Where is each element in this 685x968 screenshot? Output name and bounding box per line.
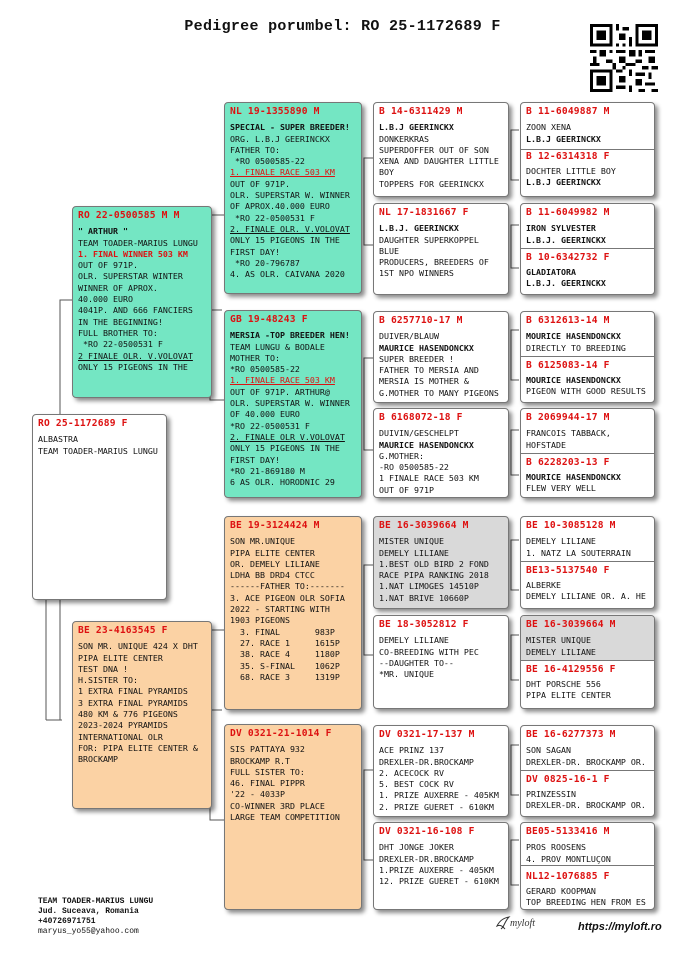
gp-line: PIPA ELITE CENTER <box>230 547 315 558</box>
ggp-line: 1. PRIZE AUXERRE - 405KM <box>379 790 499 801</box>
gp-line: BROCKAMP R.T <box>230 755 290 766</box>
gggp-line: SON SAGAN <box>526 745 571 756</box>
dam-line: BROCKAMP <box>78 754 118 765</box>
ggp-line: 1ST NPO WINNERS <box>379 268 454 279</box>
dam-line: H.SISTER TO: <box>78 675 138 686</box>
gggp-line: FLEW VERY WELL <box>526 483 596 494</box>
ggp-line: RACE PIPA RANKING 2018 <box>379 570 489 581</box>
ggp-line: --DAUGHTER TO-- <box>379 657 454 668</box>
gggp-ring: B 6228203-13 F <box>526 456 610 468</box>
gp-line: 1. FINALE RACE 503 KM <box>230 375 335 386</box>
ggp-line: 1.NAT BRIVE 10660P <box>379 592 469 603</box>
subject-ring: RO 25-1172689 F <box>38 418 128 429</box>
ggp-line: ACE PRINZ 137 <box>379 745 444 756</box>
gp-line: MERSIA -TOP BREEDER HEN! <box>230 330 350 341</box>
gp-line: OR. DEMELY LILIANE <box>230 558 320 569</box>
ggp-line: DEMELY LILIANE <box>379 547 449 558</box>
ggp-ring: NL 17-1831667 F <box>379 207 469 218</box>
ggp-line: 1.NAT LIMOGES 14510P <box>379 581 479 592</box>
ggp-line: BOY <box>379 167 394 178</box>
brand-logo-text: myloft <box>510 918 535 929</box>
gggp-line: GERARD KOOPMAN <box>526 886 596 897</box>
dam-card[interactable] <box>72 621 212 809</box>
gp-line: FULL SISTER TO: <box>230 766 305 777</box>
gp-line: ------FATHER TO:------- <box>230 581 345 592</box>
dam-line: 2023-2024 PYRAMIDS <box>78 720 168 731</box>
gp-line: 38. RACE 4 1180P <box>230 649 340 660</box>
gggp-ring: B 2069944-17 M <box>526 412 610 423</box>
gggp-line: MOURICE HASENDONCKX <box>526 375 621 386</box>
gp-line: ONLY 15 PIGEONS IN THE <box>230 235 340 246</box>
gggp-line: 1. NATZ LA SOUTERRAIN <box>526 547 631 558</box>
ggp-line: PRODUCERS, BREEDERS OF <box>379 257 489 268</box>
gggp-line: L.B.J. GEERINCKX <box>526 278 606 289</box>
ggp-line: 2. ACECOCK RV <box>379 767 444 778</box>
gp-line: OUT OF 971P. <box>230 178 290 189</box>
subject-line: ALBASTRA <box>38 434 78 445</box>
gggp-line: L.B.J GEERINCKX <box>526 177 601 188</box>
ggp-line: SUPERDOFFER OUT OF SON <box>379 144 489 155</box>
grandparent-card-sire-sire[interactable] <box>224 102 362 294</box>
ggp-line: G.MOTHER TO MANY PIGEONS <box>379 387 499 398</box>
ggp-line: 5. BEST COCK RV <box>379 779 454 790</box>
ggp-line: *MR. UNIQUE <box>379 669 434 680</box>
ggp-line: DONKERKRAS <box>379 133 429 144</box>
gggp-pair-card[interactable] <box>520 615 655 709</box>
divider <box>521 865 654 866</box>
gggp-line: DIRECTLY TO BREEDING <box>526 342 626 353</box>
subject-card[interactable] <box>32 414 167 600</box>
great-grandparent-card[interactable] <box>373 311 509 403</box>
ggp-line: 12. PRIZE GUERET - 610KM <box>379 876 499 887</box>
gggp-line: DOCHTER LITTLE BOY <box>526 166 616 177</box>
gggp-ring: BE05-5133416 M <box>526 826 610 837</box>
sire-line: FULL BROTHER TO: <box>78 327 158 338</box>
ggp-line: DEMELY LILIANE <box>379 635 449 646</box>
sire-line: " ARTHUR " <box>78 226 128 237</box>
phone[interactable]: +40726971751 <box>38 917 96 926</box>
sire-line: OLR. SUPERSTAR WINTER <box>78 271 183 282</box>
gggp-line: MISTER UNIQUE <box>526 635 591 646</box>
gggp-line: HOFSTADE <box>526 439 566 450</box>
ggp-line: MISTER UNIQUE <box>379 536 444 547</box>
gp-line: 2. FINALE OLR V.VOLOVAT <box>230 431 345 442</box>
gp-line: *RO 22-0500531 F <box>230 420 310 431</box>
gp-line: OF APROX.40.000 EURO <box>230 201 330 212</box>
gp-line: ONLY 15 PIGEONS IN THE <box>230 443 340 454</box>
ggp-line: OUT OF 971P <box>379 484 434 495</box>
ggp-ring: B 6168072-18 F <box>379 412 463 423</box>
gggp-pair-card[interactable] <box>520 822 655 910</box>
gp-line: LDHA BB DRD4 CTCC <box>230 570 315 581</box>
gggp-line: ZOON XENA <box>526 122 571 133</box>
gp-line: *RO 22-0500531 F <box>230 212 315 223</box>
divider <box>521 149 654 150</box>
gp-line: 6 AS OLR. HORODNIC 29 <box>230 477 335 488</box>
team-name: TEAM TOADER-MARIUS LUNGU <box>38 897 154 906</box>
gp-line: 68. RACE 3 1319P <box>230 671 340 682</box>
gp-line: 27. RACE 1 1615P <box>230 637 340 648</box>
dam-line: FOR: PIPA ELITE CENTER & <box>78 742 198 753</box>
gggp-ring: B 6312613-14 M <box>526 315 610 326</box>
gp-line: OF 40.000 EURO <box>230 409 300 420</box>
gggp-line: DEMELY LILIANE <box>526 536 596 547</box>
ggp-line: MERSIA IS MOTHER & <box>379 376 469 387</box>
dam-line: PIPA ELITE CENTER <box>78 652 163 663</box>
gp-line: CO-WINNER 3RD PLACE <box>230 800 325 811</box>
ggp-line: -RO 0500585-22 <box>379 462 449 473</box>
sire-line: 1. FINAL WINNER 503 KM <box>78 248 188 259</box>
gp-line: '22 - 4033P <box>230 789 285 800</box>
ggp-line: MAURICE HASENDONCKX <box>379 342 474 353</box>
sire-line: OUT OF 971P. <box>78 260 138 271</box>
gggp-line: FRANCOIS TABBACK, <box>526 428 611 439</box>
sire-line: 2 FINALE OLR. V.VOLOVAT <box>78 350 193 361</box>
gp-line: TEAM LUNGU & BODALE <box>230 341 325 352</box>
gggp-line: L.B.J. GEERINCKX <box>526 234 606 245</box>
gggp-ring: DV 0825-16-1 F <box>526 773 610 785</box>
ggp-line: DREXLER-DR.BROCKAMP <box>379 853 474 864</box>
ggp-ring: DV 0321-17-137 M <box>379 729 475 740</box>
sire-ring: RO 22-0500585 M M <box>78 210 180 221</box>
great-grandparent-card[interactable] <box>373 203 509 295</box>
ggp-line: 2. PRIZE GUERET - 610KM <box>379 801 494 812</box>
ggp-line: BLUE <box>379 245 399 256</box>
gggp-pair-card[interactable] <box>520 725 655 817</box>
sire-line: *RO 22-0500531 F <box>78 339 163 350</box>
gggp-line: 4. PROV MONTLUÇON <box>526 853 611 864</box>
gggp-ring: B 11-6049887 M <box>526 106 610 117</box>
gp-line: *RO 0500585-22 <box>230 156 305 167</box>
gggp-pair-card[interactable] <box>520 102 655 197</box>
great-grandparent-card[interactable] <box>373 408 509 498</box>
gggp-line: MOURICE HASENDONCKX <box>526 331 621 342</box>
gggp-line: ALBERKE <box>526 580 561 591</box>
pigeon-logo-icon <box>495 914 511 930</box>
gggp-ring: B 11-6049982 M <box>526 207 610 218</box>
gp-line: *RO 20-796787 <box>230 257 300 268</box>
gggp-ring: BE 16-3039664 M <box>526 619 616 630</box>
county: Jud. Suceava, Romania <box>38 907 139 916</box>
ggp-line: DUIVER/BLAUW <box>379 331 439 342</box>
gggp-ring: NL12-1076885 F <box>526 870 610 882</box>
dam-line: INTERNATIONAL OLR <box>78 731 163 742</box>
great-grandparent-card[interactable] <box>373 725 509 817</box>
owner-contact <box>38 897 153 937</box>
ggp-ring: B 14-6311429 M <box>379 106 463 117</box>
gggp-pair-card[interactable] <box>520 203 655 295</box>
gggp-line: DEMELY LILIANE <box>526 646 596 657</box>
gggp-line: PIGEON WITH GOOD RESULTS <box>526 386 646 397</box>
sire-line: WINNER OF APROX. <box>78 282 158 293</box>
gggp-ring: BE 16-4129556 F <box>526 663 616 675</box>
ggp-line: XENA AND DAUGHTER LITTLE <box>379 156 499 167</box>
gggp-line: DEMELY LILIANE OR. A. HE <box>526 591 646 602</box>
divider <box>521 356 654 357</box>
gggp-line: PROS ROOSENS <box>526 842 586 853</box>
gp-line: ORG. L.B.J GEERINCKX <box>230 133 330 144</box>
gp-line: *RO 0500585-22 <box>230 364 300 375</box>
sire-line: 4041P. AND 666 FANCIERS <box>78 305 193 316</box>
gp-line: SPECIAL - SUPER BREEDER! <box>230 122 350 133</box>
ggp-ring: B 6257710-17 M <box>379 315 463 326</box>
gggp-pair-card[interactable] <box>520 408 655 498</box>
gp-line: 3. ACE PIGEON OLR SOFIA <box>230 592 345 603</box>
gggp-line: TOP BREEDING HEN FROM ES <box>526 897 646 908</box>
great-grandparent-card[interactable] <box>373 822 509 910</box>
gggp-line: PIPA ELITE CENTER <box>526 690 611 701</box>
ggp-line: 1.PRIZE AUXERRE - 405KM <box>379 864 494 875</box>
gggp-line: DREXLER-DR. BROCKAMP OR. <box>526 756 646 767</box>
gp-line: LARGE TEAM COMPETITION <box>230 812 340 823</box>
gp-line: 46. FINAL PIPPR <box>230 778 305 789</box>
gp-line: 1903 PIGEONS <box>230 615 290 626</box>
page-title: Pedigree porumbel: RO 25-1172689 F <box>184 18 501 35</box>
ggp-line: G.MOTHER: <box>379 450 424 461</box>
gp-line: 3. FINAL 983P <box>230 626 335 637</box>
ggp-line: L.B.J. GEERINCKX <box>379 223 459 234</box>
ggp-line: DUIVIN/GESCHELPT <box>379 428 459 439</box>
ggp-line: L.B.J GEERINCKX <box>379 122 454 133</box>
website-link[interactable]: https://myloft.ro <box>578 921 662 933</box>
gp-ring: NL 19-1355890 M <box>230 106 320 117</box>
ggp-line: DHT JONGE JOKER <box>379 842 454 853</box>
gp-line: 35. S-FINAL 1062P <box>230 660 340 671</box>
gp-ring: GB 19-48243 F <box>230 314 308 325</box>
ggp-line: 1.BEST OLD BIRD 2 FOND <box>379 558 489 569</box>
ggp-ring: BE 18-3052812 F <box>379 619 469 630</box>
sire-line: 40.000 EURO <box>78 294 133 305</box>
gggp-ring: BE 10-3085128 M <box>526 520 616 531</box>
divider <box>521 770 654 771</box>
gp-line: FIRST DAY! <box>230 454 280 465</box>
gggp-line: MOURICE HASENDONCKX <box>526 472 621 483</box>
email[interactable]: maryus_yo55@yahoo.com <box>38 927 139 936</box>
gggp-ring: BE13-5137540 F <box>526 564 610 576</box>
gggp-line: L.B.J GEERINCKX <box>526 133 601 144</box>
ggp-line: SUPER BREEDER ! <box>379 353 454 364</box>
dam-line: TEST DNA ! <box>78 663 128 674</box>
gp-line: 4. AS OLR. CAIVANA 2020 <box>230 269 345 280</box>
gggp-ring: B 12-6314318 F <box>526 150 610 162</box>
gp-line: OLR. SUPERSTAR W. WINNER <box>230 398 350 409</box>
ggp-line: MAURICE HASENDONCKX <box>379 439 474 450</box>
gggp-line: IRON SYLVESTER <box>526 223 596 234</box>
sire-line: TEAM TOADER-MARIUS LUNGU <box>78 237 198 248</box>
gp-line: 2022 - STARTING WITH <box>230 604 330 615</box>
ggp-line: 1 FINALE RACE 503 KM <box>379 473 479 484</box>
gp-line: MOTHER TO: <box>230 352 280 363</box>
grandparent-card-sire-dam[interactable] <box>224 310 362 498</box>
sire-line: ONLY 15 PIGEONS IN THE <box>78 361 188 372</box>
gggp-ring: BE 16-6277373 M <box>526 729 616 740</box>
great-grandparent-card[interactable] <box>373 516 509 609</box>
dam-line: 480 KM & 776 PIGEONS <box>78 709 178 720</box>
great-grandparent-card[interactable] <box>373 615 509 709</box>
dam-ring: BE 23-4163545 F <box>78 625 168 636</box>
ggp-ring: DV 0321-16-108 F <box>379 826 475 837</box>
gp-line: OLR. SUPERSTAR W. WINNER <box>230 190 350 201</box>
gp-line: *RO 21-869180 M <box>230 465 305 476</box>
dam-line: 1 EXTRA FINAL PYRAMIDS <box>78 686 188 697</box>
gggp-line: DHT PORSCHE 556 <box>526 679 601 690</box>
ggp-line: DREXLER-DR.BROCKAMP <box>379 756 474 767</box>
gggp-line: PRINZESSIN <box>526 789 576 800</box>
gp-ring: BE 19-3124424 M <box>230 520 320 531</box>
divider <box>521 660 654 661</box>
gggp-ring: B 10-6342732 F <box>526 251 610 263</box>
great-grandparent-card[interactable] <box>373 102 509 197</box>
grandparent-card-dam-sire[interactable] <box>224 516 362 710</box>
gggp-pair-card[interactable] <box>520 516 655 609</box>
sire-line: IN THE BEGINNING! <box>78 316 163 327</box>
subject-line: TEAM TOADER-MARIUS LUNGU <box>38 445 158 456</box>
gp-line: FATHER TO: <box>230 144 280 155</box>
gp-line: SIS PATTAYA 932 <box>230 744 305 755</box>
gp-line: SON MR.UNIQUE <box>230 536 295 547</box>
gp-line: FIRST DAY! <box>230 246 280 257</box>
gggp-line: DREXLER-DR. BROCKAMP OR. <box>526 800 646 811</box>
grandparent-card-dam-dam[interactable] <box>224 724 362 910</box>
ggp-line: TOPPERS FOR GEERINCKX <box>379 178 484 189</box>
gp-line: 2. FINALE OLR. V.VOLOVAT <box>230 223 350 234</box>
ggp-line: FATHER TO MERSIA AND <box>379 365 479 376</box>
gggp-ring: B 6125083-14 F <box>526 359 610 371</box>
dam-line: 3 EXTRA FINAL PYRAMIDS <box>78 697 188 708</box>
gggp-line: GLADIATORA <box>526 267 576 278</box>
divider <box>521 453 654 454</box>
dam-line: SON MR. UNIQUE 424 X DHT <box>78 641 198 652</box>
divider <box>521 248 654 249</box>
ggp-line: CO-BREEDING WITH PEC <box>379 646 479 657</box>
ggp-ring: BE 16-3039664 M <box>379 520 469 531</box>
sire-card[interactable] <box>72 206 212 398</box>
gp-ring: DV 0321-21-1014 F <box>230 728 332 739</box>
gp-line: 1. FINALE RACE 503 KM <box>230 167 335 178</box>
divider <box>521 561 654 562</box>
gp-line: OUT OF 971P. ARTHUR@ <box>230 386 330 397</box>
gggp-pair-card[interactable] <box>520 311 655 403</box>
ggp-line: DAUGHTER SUPERKOPPEL <box>379 234 479 245</box>
